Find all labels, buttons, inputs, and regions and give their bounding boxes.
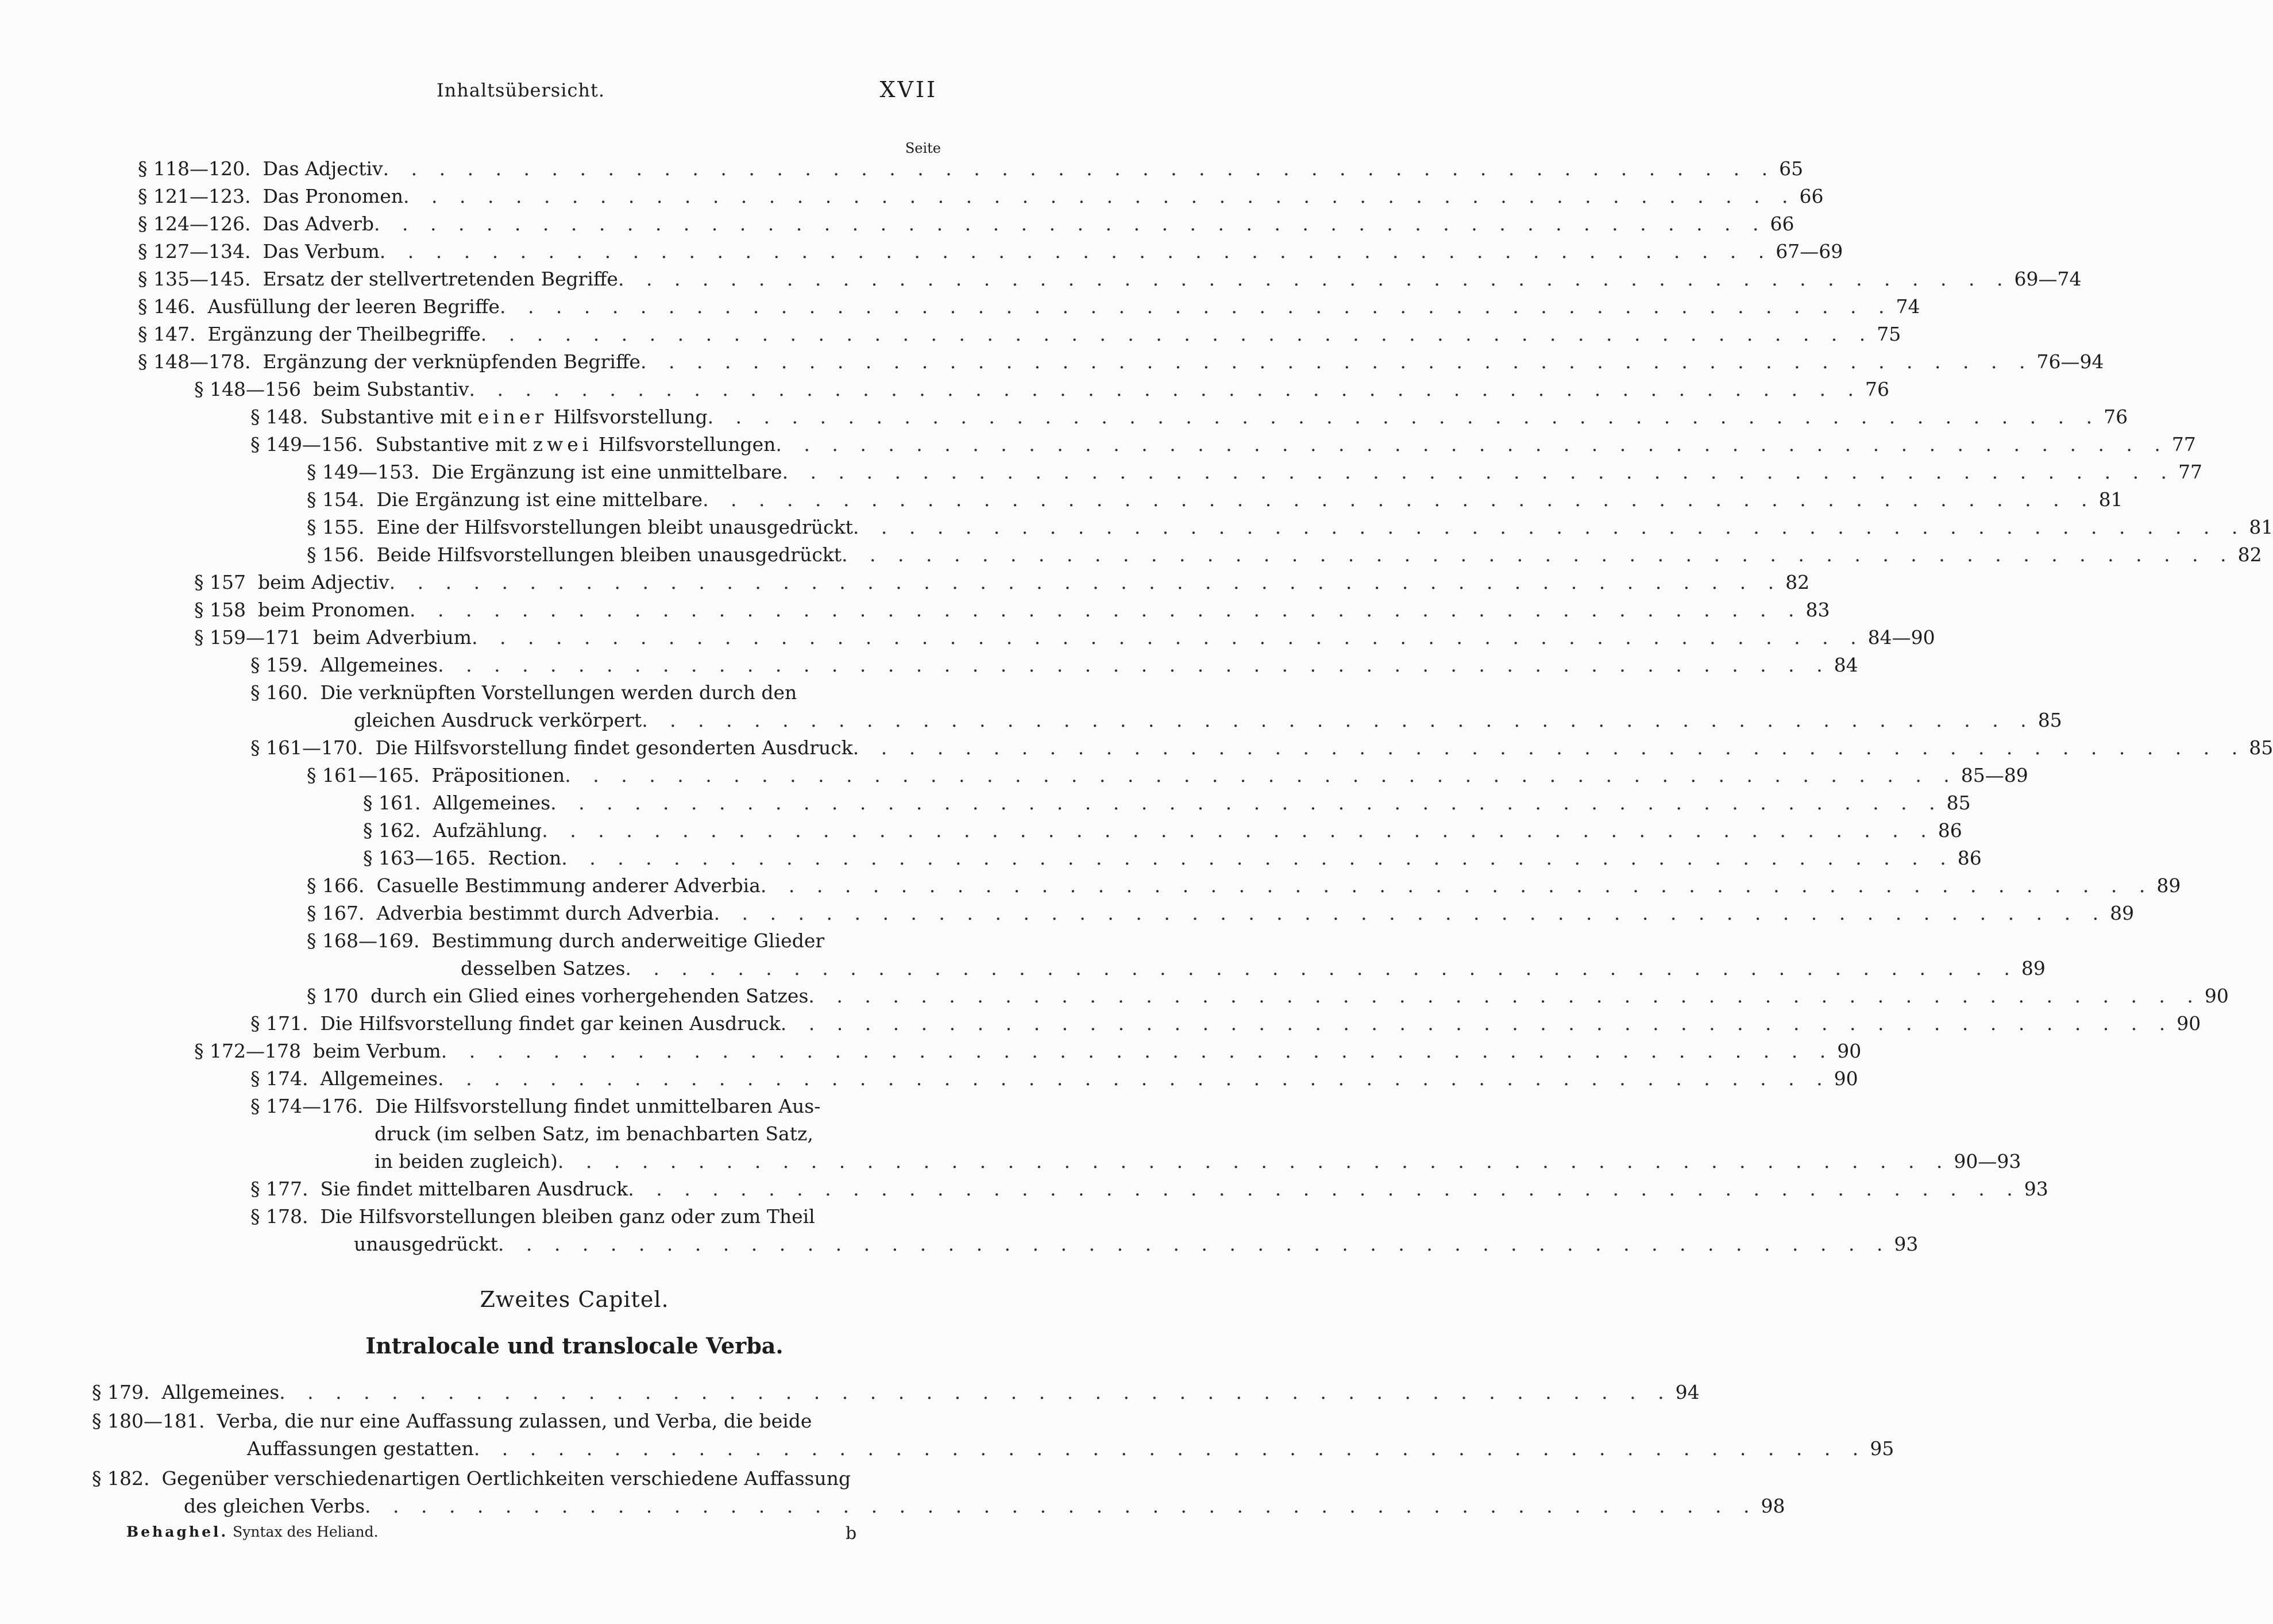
page-reference: 77 [2171,433,2196,456]
toc-entry [307,541,2262,569]
toc-entry [138,155,1804,183]
entry-title: Beide Hilfsvorstellungen bleiben unausgedrückt [376,543,842,566]
dot-leader: . . . . . . . . . . . . . . . . . . . . . . . . . . . . . . . . . . . . . . . . . . . . . . . . . . [374,213,1767,235]
dot-leader: . . . . . . . . . . . . . . . . . . . . . . . . . . . . . . . . . . . . . . . . . . . . . . . . . . [389,571,1782,593]
toc-entry [250,1010,2201,1037]
entry-title: Allgemeines [320,1067,438,1090]
page-reference: 83 [1805,599,1830,621]
section-number: § 121—123. [138,185,251,207]
dot-leader: . . . . . . . . . . . . . . . . . . . . . . . . . . . . . . . . . . . . . . . . . . . . . . . . . . [469,378,1862,400]
section-number: § 159—171 [194,626,301,649]
toc-entry [138,265,2082,293]
page-reference: 84—90 [1867,626,1935,649]
toc-entry [138,183,1824,210]
toc-entry [307,514,2273,541]
entry-title: Das Adverb [263,213,375,235]
entry-title: beim Verbum [312,1040,441,1062]
page-reference: 76 [2104,406,2128,428]
chapter-subject: Intralocale und translocale Verba. [365,1333,784,1359]
page-reference: 93 [1894,1233,1919,1255]
section-number: § 148. [250,406,308,428]
page-reference: 90 [1834,1067,1858,1090]
dot-leader: . . . . . . . . . . . . . . . . . . . . . . . . . . . . . . . . . . . . . . . . . . . . . . . . . . [497,1233,1891,1255]
dot-leader: . . . . . . . . . . . . . . . . . . . . . . . . . . . . . . . . . . . . . . . . . . . . . . . . . . [379,240,1773,263]
dot-leader: . . . . . . . . . . . . . . . . . . . . . . . . . . . . . . . . . . . . . . . . . . . . . . . . . . [775,433,2168,456]
page-reference: 90 [2204,985,2229,1007]
toc-entry [250,1175,2048,1203]
section-number: § 149—153. [307,461,420,483]
entry-title-line: gleichen Ausdruck verkörpert [354,709,642,731]
entry-title: Ergänzung der verknüpfenden Begriffe [263,350,640,373]
toc-entry [307,982,2229,1010]
entry-title-line: Gegenüber verschiedenartigen Oertlichkeiten verschiedene Auffassung [161,1467,851,1490]
entry-title-line: unausgedrückt [354,1233,498,1255]
dot-leader: . . . . . . . . . . . . . . . . . . . . . . . . . . . . . . . . . . . . . . . . . . . . . . . . . . [703,488,2096,511]
section-number: § 135—145. [138,268,251,290]
toc-entry [363,789,1971,817]
dot-leader: . . . . . . . . . . . . . . . . . . . . . . . . . . . . . . . . . . . . . . . . . . . . . . . . . . [713,902,2107,924]
dot-leader: . . . . . . . . . . . . . . . . . . . . . . . . . . . . . . . . . . . . . . . . . . . . . . . . . . [782,461,2175,483]
page-reference: 81 [2098,488,2123,511]
toc-entry [138,238,1843,265]
dot-leader: . . . . . . . . . . . . . . . . . . . . . . . . . . . . . . . . . . . . . . . . . . . . . . . . . . [640,350,2033,373]
entry-title [320,403,707,431]
dot-leader: . . . . . . . . . . . . . . . . . . . . . . . . . . . . . . . . . . . . . . . . . . . . . . . . . . [480,323,1874,345]
entry-title: beim Substantiv [312,378,469,400]
page-reference: 76—94 [2036,350,2104,373]
section-number: § 159. [250,654,308,676]
entry-title: Die Ergänzung ist eine mittelbare [376,488,703,511]
toc-entry [194,569,1810,596]
toc-entry [138,293,1920,321]
section-number: § 178. [250,1205,308,1228]
dot-leader: . . . . . . . . . . . . . . . . . . . . . . . . . . . . . . . . . . . . . . . . . . . . . . . . . . [383,157,1776,180]
dot-leader: . . . . . . . . . . . . . . . . . . . . . . . . . . . . . . . . . . . . . . . . . . . . . . . . . . [441,1040,1834,1062]
entry-title: Sie findet mittelbaren Ausdruck [320,1178,628,1200]
page-reference: 89 [2156,874,2181,897]
footer-work: Syntax des Heliand. [233,1523,379,1540]
dot-leader: . . . . . . . . . . . . . . . . . . . . . . . . . . . . . . . . . . . . . . . . . . . . . . . . . . [473,1437,1867,1460]
entry-title-part: Hilfsvorstellungen [592,433,776,456]
toc-entry [307,872,2181,900]
toc-entry [250,403,2128,431]
page-reference: 74 [1896,295,1920,318]
section-number: § 177. [250,1178,308,1200]
running-header-page-number: XVII [879,77,937,102]
page-reference: 86 [1938,819,1962,842]
dot-leader: . . . . . . . . . . . . . . . . . . . . . . . . . . . . . . . . . . . . . . . . . . . . . . . . . . [852,516,2246,538]
entry-title: Präpositionen [431,764,565,786]
page-reference: 66 [1770,213,1795,235]
section-number: § 146. [138,295,196,318]
dot-leader: . . . . . . . . . . . . . . . . . . . . . . . . . . . . . . . . . . . . . . . . . . . . . . . . . . [542,819,1935,842]
dot-leader: . . . . . . . . . . . . . . . . . . . . . . . . . . . . . . . . . . . . . . . . . . . . . . . . . . [808,985,2201,1007]
page-reference: 82 [1785,571,1810,593]
dot-leader: . . . . . . . . . . . . . . . . . . . . . . . . . . . . . . . . . . . . . . . . . . . . . . . . . . [557,1150,1951,1172]
dot-leader: . . . . . . . . . . . . . . . . . . . . . . . . . . . . . . . . . . . . . . . . . . . . . . . . . . [565,764,1958,786]
section-number: § 167. [307,902,365,924]
footer-gathering-mark: b [846,1523,857,1544]
dot-leader: . . . . . . . . . . . . . . . . . . . . . . . . . . . . . . . . . . . . . . . . . . . . . . . . . . [780,1012,2174,1035]
entry-title: Das Verbum [263,240,380,263]
toc-entry [250,651,1858,679]
entry-title-line: Verba, die nur eine Auffassung zulassen, und Verba, die beide [217,1410,812,1432]
dot-leader: . . . . . . . . . . . . . . . . . . . . . . . . . . . . . . . . . . . . . . . . . . . . . . . . . . [550,792,1943,814]
section-number: § 161. [363,792,421,814]
entry-title: beim Adverbium [312,626,472,649]
toc-entry [194,1037,1862,1065]
entry-title-line: Bestimmung durch anderweitige Glieder [431,929,825,952]
section-number: § 158 [194,599,246,621]
page-reference: 89 [2110,902,2135,924]
section-number: § 174. [250,1067,308,1090]
section-number: § 157 [194,571,246,593]
page-reference: 86 [1957,847,1982,869]
toc-entry [92,1379,1700,1406]
dot-leader: . . . . . . . . . . . . . . . . . . . . . . . . . . . . . . . . . . . . . . . . . . . . . . . . . . [625,957,2018,979]
dot-leader: . . . . . . . . . . . . . . . . . . . . . . . . . . . . . . . . . . . . . . . . . . . . . . . . . . [561,847,1954,869]
dot-leader: . . . . . . . . . . . . . . . . . . . . . . . . . . . . . . . . . . . . . . . . . . . . . . . . . . [628,1178,2021,1200]
section-number: § 156. [307,543,365,566]
section-number: § 171. [250,1012,308,1035]
page-reference: 66 [1799,185,1824,207]
entry-title: Rection [488,847,562,869]
chapter-title: Zweites Capitel. [480,1287,669,1312]
entry-title: beim Pronomen [257,599,410,621]
page-reference: 85 [2037,709,2062,731]
entry-title-emphasis: zwei [532,433,593,456]
page-reference: 81 [2249,516,2273,538]
section-number: § 172—178 [194,1040,301,1062]
toc-entry [92,1407,1894,1463]
entry-title: Die Hilfsvorstellung findet gar keinen Ausdruck [320,1012,781,1035]
page-reference: 95 [1870,1437,1894,1460]
dot-leader: . . . . . . . . . . . . . . . . . . . . . . . . . . . . . . . . . . . . . . . . . . . . . . . . . . [618,268,2011,290]
entry-title-line: Die verknüpften Vorstellungen werden durch den [320,681,797,704]
toc-entry [250,1203,1919,1258]
section-number: § 154. [307,488,365,511]
page-reference: 84 [1834,654,1858,676]
dot-leader: . . . . . . . . . . . . . . . . . . . . . . . . . . . . . . . . . . . . . . . . . . . . . . . . . . [403,185,1796,207]
section-number: § 148—156 [194,378,301,400]
section-number: § 168—169. [307,929,420,952]
section-number: § 162. [363,819,421,842]
page-reference: 85 [1946,792,1971,814]
dot-leader: . . . . . . . . . . . . . . . . . . . . . . . . . . . . . . . . . . . . . . . . . . . . . . . . . . [279,1381,1672,1403]
section-number: § 127—134. [138,240,251,263]
toc-entry [307,927,2046,982]
toc-entry [307,900,2135,927]
section-number: § 147. [138,323,196,345]
section-number: § 174—176. [250,1095,364,1117]
page-reference: 75 [1877,323,1901,345]
entry-title-emphasis: einer [477,406,548,428]
toc-entry [307,762,2028,789]
section-number: § 182. [92,1467,150,1490]
section-number: § 163—165. [363,847,476,869]
entry-title-part: Substantive mit [375,433,533,456]
dot-leader: . . . . . . . . . . . . . . . . . . . . . . . . . . . . . . . . . . . . . . . . . . . . . . . . . . [438,654,1831,676]
entry-title: Casuelle Bestimmung anderer Adverbia [376,874,761,897]
entry-title-line: desselben Satzes [461,957,626,979]
toc-entry [138,348,2104,376]
entry-title: Ergänzung der Theilbegriffe [207,323,481,345]
section-number: § 179. [92,1381,150,1403]
page-reference: 76 [1865,378,1890,400]
entry-title: Allgemeines [433,792,551,814]
dot-leader: . . . . . . . . . . . . . . . . . . . . . . . . . . . . . . . . . . . . . . . . . . . . . . . . . . [410,599,1803,621]
toc-entry [194,596,1830,624]
page-reference: 90—93 [1954,1150,2021,1172]
toc-entry [307,458,2203,486]
entry-title [375,431,775,458]
page-reference: 67—69 [1776,240,1843,263]
dot-leader: . . . . . . . . . . . . . . . . . . . . . . . . . . . . . . . . . . . . . . . . . . . . . . . . . . [852,736,2246,759]
section-number: § 170 [307,985,358,1007]
section-number: § 166. [307,874,365,897]
entry-title: Das Pronomen [263,185,404,207]
dot-leader: . . . . . . . . . . . . . . . . . . . . . . . . . . . . . . . . . . . . . . . . . . . . . . . . . . [438,1067,1831,1090]
page-reference: 90 [2176,1012,2201,1035]
entry-title: durch ein Glied eines vorhergehenden Satzes [370,985,809,1007]
toc-entry [307,486,2123,514]
entry-title: Allgemeines [161,1381,280,1403]
section-number: § 118—120. [138,157,251,180]
section-number: § 160. [250,681,308,704]
toc-entry [250,734,2273,762]
entry-title-line: Die Hilfsvorstellung findet unmittelbaren Aus- [375,1095,821,1117]
entry-title-part: Substantive mit [320,406,478,428]
section-number: § 124—126. [138,213,251,235]
toc-entry [92,1465,1785,1520]
page-reference: 85 [2249,736,2273,759]
running-header-title: Inhaltsübersicht. [437,79,605,101]
toc-entry [194,376,1890,403]
toc-entry [138,321,1901,348]
page-reference: 90 [1837,1040,1862,1062]
toc-entry [250,1093,2021,1175]
footer-signature-line [126,1523,379,1540]
section-number: § 149—156. [250,433,364,456]
dot-leader: . . . . . . . . . . . . . . . . . . . . . . . . . . . . . . . . . . . . . . . . . . . . . . . . . . [707,406,2101,428]
seite-column-label: Seite [905,140,941,156]
page-reference: 77 [2178,461,2203,483]
page-reference: 89 [2021,957,2046,979]
toc-entry [250,431,2196,458]
dot-leader: . . . . . . . . . . . . . . . . . . . . . . . . . . . . . . . . . . . . . . . . . . . . . . . . . . [642,709,2035,731]
page-reference: 82 [2237,543,2262,566]
section-number: § 161—165. [307,764,420,786]
entry-title: Ersatz der stellvertretenden Begriffe [263,268,618,290]
dot-leader: . . . . . . . . . . . . . . . . . . . . . . . . . . . . . . . . . . . . . . . . . . . . . . . . . . [472,626,1865,649]
dot-leader: . . . . . . . . . . . . . . . . . . . . . . . . . . . . . . . . . . . . . . . . . . . . . . . . . . [365,1495,1758,1517]
toc-entry [138,210,1795,238]
page-reference: 98 [1761,1495,1785,1517]
section-number: § 155. [307,516,365,538]
entry-title-line: in beiden zugleich) [375,1150,558,1172]
entry-title-line: des gleichen Verbs [184,1495,365,1517]
entry-title-line: druck (im selben Satz, im benachbarten Satz, [375,1122,813,1145]
page-reference: 69—74 [2014,268,2082,290]
page-reference: 65 [1779,157,1804,180]
dot-leader: . . . . . . . . . . . . . . . . . . . . . . . . . . . . . . . . . . . . . . . . . . . . . . . . . . [760,874,2154,897]
entry-title: Allgemeines [320,654,438,676]
entry-title: Die Hilfsvorstellung findet gesonderten Ausdruck [375,736,853,759]
entry-title: beim Adjectiv [257,571,389,593]
section-number: § 148—178. [138,350,251,373]
entry-title-line: Auffassungen gestatten [247,1437,474,1460]
section-number: § 161—170. [250,736,364,759]
page-reference: 93 [2024,1178,2048,1200]
entry-title-part: Hilfsvorstellung [547,406,708,428]
toc-entry [250,679,2062,734]
entry-title: Das Adjectiv [263,157,383,180]
page-reference: 85—89 [1961,764,2028,786]
entry-title: Aufzählung [433,819,542,842]
page-reference: 94 [1675,1381,1700,1403]
dot-leader: . . . . . . . . . . . . . . . . . . . . . . . . . . . . . . . . . . . . . . . . . . . . . . . . . . [499,295,1893,318]
toc-entry [194,624,1935,651]
footer-author: Behaghel. [126,1523,229,1540]
entry-title: Adverbia bestimmt durch Adverbia [376,902,714,924]
toc-entry [250,1065,1858,1093]
section-number: § 180—181. [92,1410,205,1432]
entry-title: Die Ergänzung ist eine unmittelbare [431,461,782,483]
entry-title-line: Die Hilfsvorstellungen bleiben ganz oder zum Theil [320,1205,815,1228]
entry-title: Ausfüllung der leeren Begriffe [207,295,500,318]
toc-entry [363,844,1982,872]
dot-leader: . . . . . . . . . . . . . . . . . . . . . . . . . . . . . . . . . . . . . . . . . . . . . . . . . . [842,543,2235,566]
toc-entry [363,817,1962,844]
entry-title: Eine der Hilfsvorstellungen bleibt unausgedrückt [376,516,853,538]
